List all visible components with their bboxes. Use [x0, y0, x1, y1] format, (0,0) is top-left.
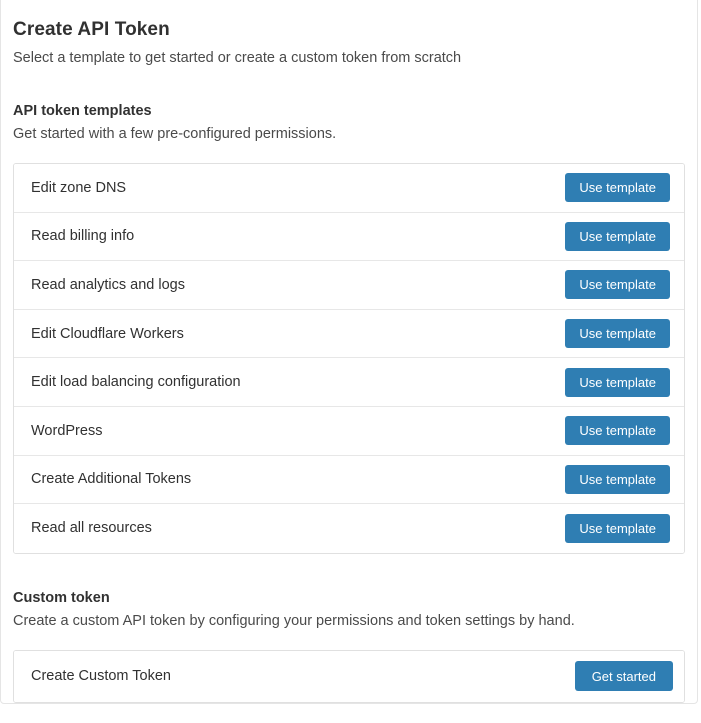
template-name: Read all resources — [31, 520, 152, 537]
custom-section-title: Custom token — [13, 589, 110, 606]
template-name: Edit load balancing configuration — [31, 374, 241, 391]
page-subtitle: Select a template to get started or create a custom token from scratch — [13, 50, 462, 66]
table-row — [14, 456, 684, 505]
template-name: WordPress — [31, 422, 103, 439]
template-name: Edit Cloudflare Workers — [31, 325, 184, 342]
table-row — [14, 651, 684, 702]
use-template-button[interactable]: Use template — [565, 514, 670, 543]
use-template-button[interactable]: Use template — [565, 222, 670, 251]
template-name: Read analytics and logs — [31, 276, 185, 293]
use-template-button[interactable]: Use template — [565, 368, 670, 397]
table-row — [14, 504, 684, 553]
use-template-button[interactable]: Use template — [565, 173, 670, 202]
use-template-button[interactable]: Use template — [565, 416, 670, 445]
template-name: Read billing info — [31, 228, 135, 245]
table-row — [14, 358, 684, 407]
use-template-button[interactable]: Use template — [565, 319, 670, 348]
get-started-button[interactable]: Get started — [575, 661, 673, 691]
custom-section-description: Create a custom API token by configuring your permissions and token settings by hand. — [13, 612, 575, 629]
template-name: Edit zone DNS — [31, 179, 127, 196]
templates-table — [13, 163, 685, 554]
templates-section-description: Get started with a few pre-configured permissions. — [13, 126, 337, 142]
custom-token-name: Create Custom Token — [31, 668, 171, 685]
template-name: Create Additional Tokens — [31, 471, 192, 488]
page-title: Create API Token — [13, 19, 170, 40]
table-row — [14, 164, 684, 213]
table-row — [14, 213, 684, 262]
custom-token-table — [13, 650, 685, 703]
custom-token-section — [13, 590, 685, 703]
use-template-button[interactable]: Use template — [565, 270, 670, 299]
templates-section-title: API token templates — [13, 103, 152, 119]
table-row — [14, 261, 684, 310]
use-template-button[interactable]: Use template — [565, 465, 670, 494]
table-row — [14, 407, 684, 456]
table-row — [14, 310, 684, 359]
api-token-templates-section — [13, 103, 685, 554]
